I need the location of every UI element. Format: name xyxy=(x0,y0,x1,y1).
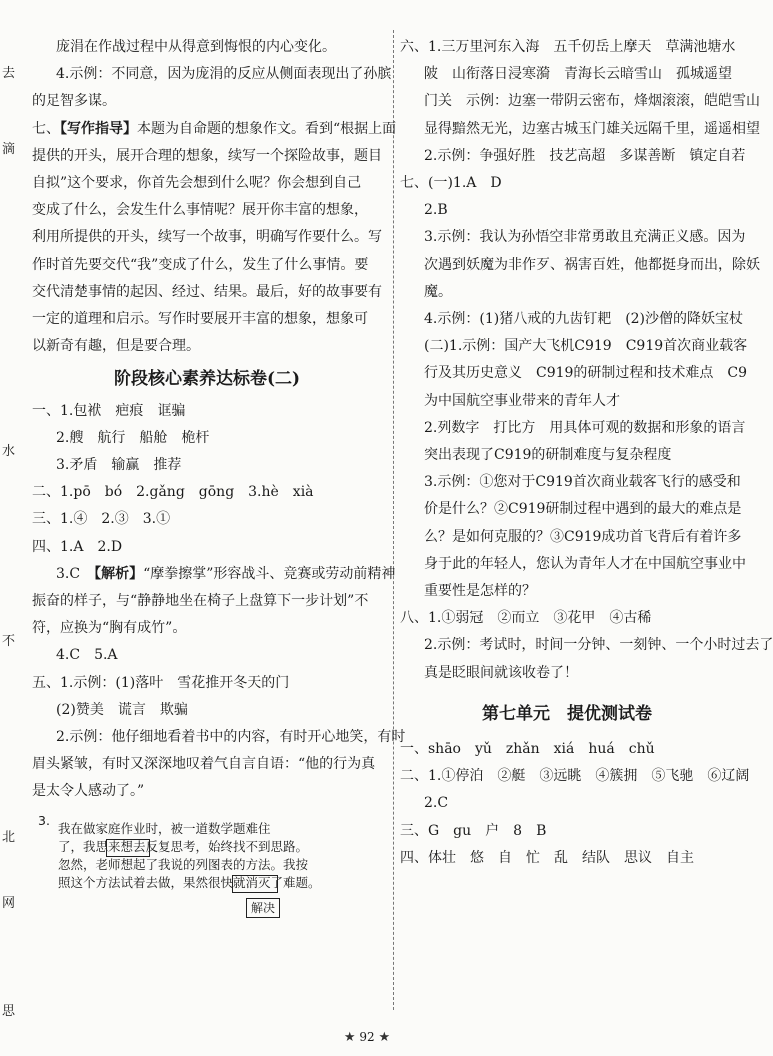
answer-line-with-analysis xyxy=(32,561,396,588)
answer-line: 为中国航空事业带来的青年人才 xyxy=(424,392,620,409)
answer-line: 2.C xyxy=(424,795,449,812)
section-title: 阶段核心素养达标卷(二) xyxy=(113,369,301,390)
edge-glyph: 滴 xyxy=(2,142,16,157)
answer-text: 本题为自命题的想象作文。看到“根据上面 xyxy=(137,120,397,137)
right-column xyxy=(400,34,773,872)
answer-line: 是太令人感动了。” xyxy=(32,783,145,800)
answer-line: 二、1.pō bó 2.gǎng gōng 3.hè xià xyxy=(32,484,314,501)
answer-line: 么？是如何克服的？③C919成功首飞背后有着许多 xyxy=(424,528,742,545)
answer-line: 四、1.A 2.D xyxy=(32,538,123,555)
answer-line: 4.示例：不同意，因为庞涓的反应从侧面表现出了孙膑 xyxy=(56,66,392,83)
answer-line: 一定的道理和启示。写作时要展开丰富的想象，想象可 xyxy=(32,311,368,328)
analysis-tag: 【解析】 xyxy=(94,565,144,582)
section-title: 第七单元 提优测试卷 xyxy=(482,703,652,724)
answer-text: 3.C xyxy=(56,565,95,582)
edge-glyph: 网 xyxy=(2,896,16,911)
answer-line: 一、shāo yǔ zhǎn xiá huá chǔ xyxy=(400,741,655,758)
answer-line: 次遇到妖魔为非作歹、祸害百姓，他都挺身而出，除妖 xyxy=(424,256,760,273)
answer-text: “摩拳擦掌”形容战斗、竞赛或劳动前精神 xyxy=(143,565,396,582)
column-divider xyxy=(393,30,394,1010)
answer-line: 五、1.示例：(1)落叶 雪花推开冬天的门 xyxy=(32,674,290,691)
star-icon: ★ xyxy=(378,1030,391,1045)
answer-line: 符，应换为“胸有成竹”。 xyxy=(32,620,187,637)
answer-line: 2.示例：他仔细地看着书中的内容，有时开心地笑，有时 xyxy=(56,729,406,746)
question-number: 七、 xyxy=(32,120,60,137)
answer-line: 庞涓在作战过程中从得意到悔恨的内心变化。 xyxy=(56,39,336,55)
edge-glyph: 不 xyxy=(2,634,16,649)
edge-glyph: 北 xyxy=(2,830,16,845)
answer-line: 2.艘 航行 船舱 桅杆 xyxy=(56,429,210,446)
handwritten-correction-exercise xyxy=(36,812,366,924)
star-icon: ★ xyxy=(343,1030,356,1045)
edge-glyph: 水 xyxy=(2,444,16,459)
answer-line: 六、1.三万里河东入海 五千仞岳上摩天 草满池塘水 xyxy=(400,39,736,55)
answer-line: 振奋的样子，与“静静地坐在椅子上盘算下一步计划”不 xyxy=(32,593,369,610)
edge-glyph: 思 xyxy=(2,1004,16,1019)
handwritten-paragraph: 我在做家庭作业时，被一道数学题难住 了，我思来想去反复思考，始终找不到思路。 忽然，老师想起了我说的列图表的方法。我按 照这个方法试着去做，果然很快就消灭了难题。 xyxy=(58,820,321,890)
answer-line: 一、1.包袱 疤痕 诓骗 xyxy=(32,402,186,419)
answer-line: 七、(一)1.A D xyxy=(400,175,502,192)
question-number: 3. xyxy=(38,812,50,828)
answer-line: 眉头紧皱，有时又深深地叹着气自言自语：“他的行为真 xyxy=(32,756,376,773)
answer-line: 交代清楚事情的起因、经过、结果。最后，好的故事要有 xyxy=(32,283,382,300)
answer-line: 身于此的年轻人，您认为青年人才在中国航空事业中 xyxy=(424,555,746,572)
page-number: 92 xyxy=(359,1030,375,1044)
answer-line: 提供的开头，展开合理的想象，续写一个探险故事，题目 xyxy=(32,147,382,164)
answer-line: 三、1.④ 2.③ 3.① xyxy=(32,511,171,528)
answer-line: 显得黯然无光，边塞古城玉门雄关远隔千里，遥遥相望 xyxy=(424,120,760,137)
answer-line: 2.B xyxy=(424,202,448,219)
answer-line: 突出表现了C919的研制难度与复杂程度 xyxy=(424,447,672,464)
page-footer xyxy=(0,1030,734,1045)
correction-box-mark xyxy=(106,839,150,857)
answer-line: 三、G gu 户 8 B xyxy=(400,822,547,839)
answer-line: 作时首先要交代“我”变成了什么，发生了什么事情。要 xyxy=(32,256,369,273)
answer-line: 重要性是怎样的？ xyxy=(424,583,536,600)
answer-line: 2.列数字 打比方 用具体可观的数据和形象的语言 xyxy=(424,419,746,436)
answer-line: 魔。 xyxy=(424,283,452,300)
answer-line: 自拟”这个要求，你首先会想到什么呢？你会想到自己 xyxy=(32,175,362,192)
writing-guide-tag: 【写作指导】 xyxy=(60,120,137,137)
answer-line: 利用所提供的开头，续写一个故事，明确写作要什么。写 xyxy=(32,229,382,246)
answer-line: 四、体壮 悠 自 忙 乱 结队 思议 自主 xyxy=(400,849,694,866)
left-column xyxy=(32,34,406,924)
answer-line: 4.C 5.A xyxy=(56,647,118,664)
answer-line: (2)赞美 谎言 欺骗 xyxy=(56,701,188,718)
answer-line: 以新奇有趣，但是要合理。 xyxy=(32,338,200,355)
correction-box-mark xyxy=(232,875,278,893)
answer-line: 3.示例：①您对于C919首次商业载客飞行的感受和 xyxy=(424,474,741,491)
correction-insert: 解决 xyxy=(246,898,280,918)
answer-line: 3.矛盾 输赢 推荐 xyxy=(56,457,182,474)
answer-line: 的足智多谋。 xyxy=(32,93,116,110)
answer-line: 2.示例：考试时，时间一分钟、一刻钟、一个小时过去了 xyxy=(424,637,773,654)
answer-line: 真是眨眼间就该收卷了！ xyxy=(424,664,578,681)
answer-line: (二)1.示例：国产大飞机C919 C919首次商业载客 xyxy=(424,338,748,355)
answer-line: 门关 示例：边塞一带阴云密布，烽烟滚滚，皑皑雪山 xyxy=(424,93,760,110)
answer-line: 二、1.①停泊 ②艇 ③远眺 ④簇拥 ⑤飞驰 ⑥辽阔 xyxy=(400,768,750,785)
answer-line: 价是什么？②C919研制过程中遇到的最大的难点是 xyxy=(424,501,742,518)
answer-line: 八、1.①弱冠 ②而立 ③花甲 ④古稀 xyxy=(400,610,652,627)
edge-glyph: 去 xyxy=(2,66,16,81)
answer-line: 2.示例：争强好胜 技艺高超 多谋善断 镇定自若 xyxy=(424,147,746,164)
answer-line: 陂 山衔落日浸寒漪 青海长云暗雪山 孤城遥望 xyxy=(424,66,732,83)
answer-line: 行及其历史意义 C919的研制过程和技术难点 C9 xyxy=(424,365,748,382)
answer-line: 变成了什么，会发生什么事情呢？展开你丰富的想象， xyxy=(32,202,368,219)
adjacent-page-edge xyxy=(0,0,26,1056)
answer-line: 4.示例：(1)猪八戒的九齿钉耙 (2)沙僧的降妖宝杖 xyxy=(424,311,744,328)
answer-line: 3.示例：我认为孙悟空非常勇敢且充满正义感。因为 xyxy=(424,229,746,246)
writing-guide-first-line xyxy=(32,116,397,143)
